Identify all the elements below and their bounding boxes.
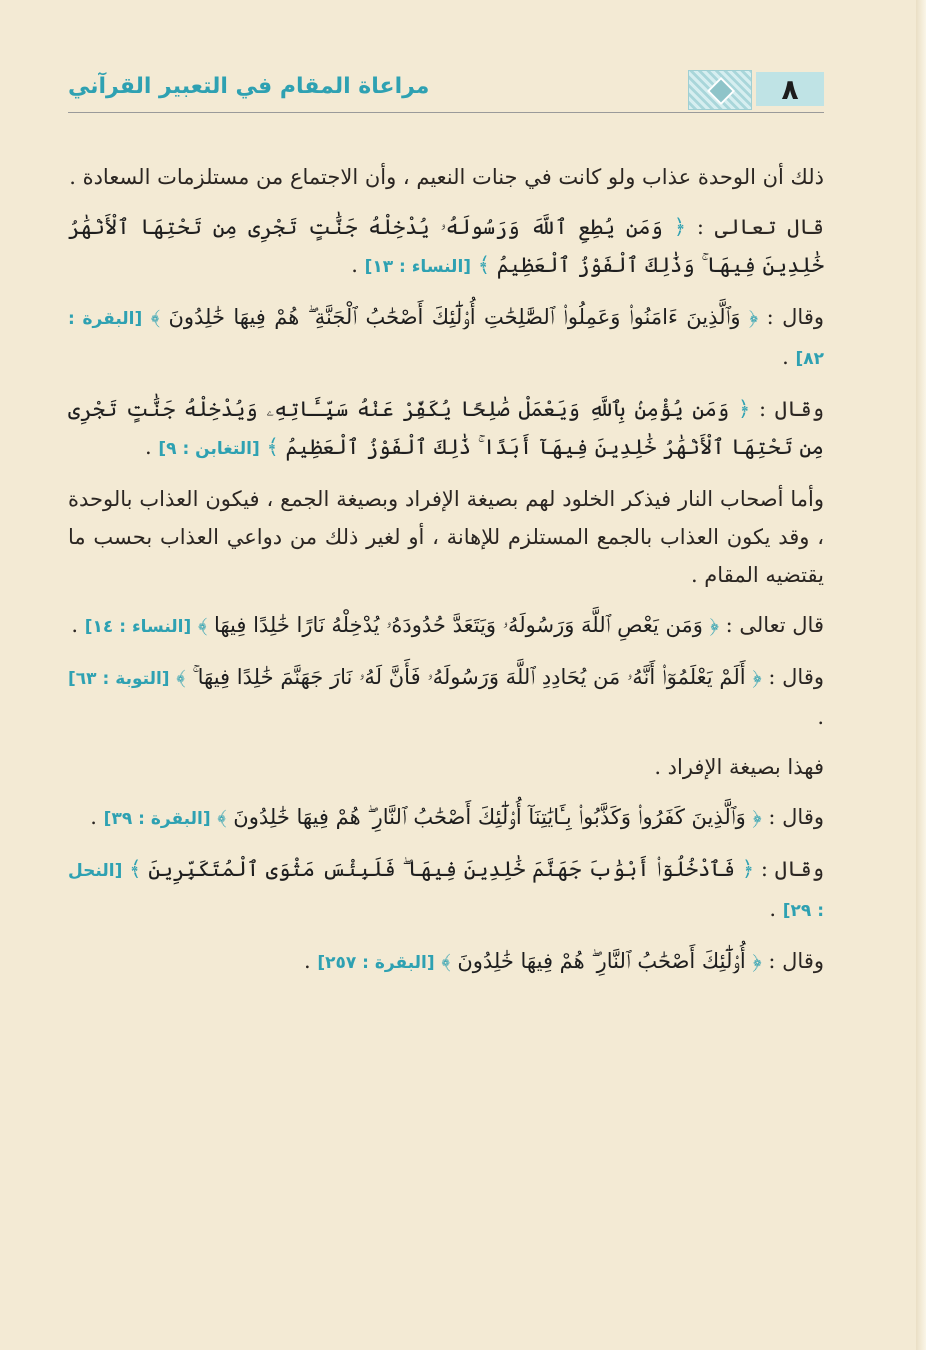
full-stop: . xyxy=(71,613,79,637)
page-body xyxy=(68,158,824,994)
ornate-bracket-close: ﴾ xyxy=(176,665,186,689)
ornate-bracket-close: ﴾ xyxy=(266,435,279,459)
verse-reference: [البقرة : ٣٩] xyxy=(103,809,211,829)
full-stop: . xyxy=(782,345,789,369)
verse-paragraph xyxy=(68,850,824,930)
page-edge xyxy=(916,0,926,1350)
paragraph: ذلك أن الوحدة عذاب ولو كانت في جنات النعيم ، وأن الاجتماع من مستلزمات السعادة . xyxy=(69,165,824,189)
verse-text: أُو۟لَٰٓئِكَ أَصْحَٰبُ ٱلنَّارِ ۖ هُمْ فِيهَا خَٰلِدُونَ xyxy=(457,949,746,973)
verse-reference: [التغابن : ٩] xyxy=(158,439,260,459)
verse-text: وَمَن يُطِعِ ٱللَّهَ وَرَسُولَهُۥ يُدْخِلْهُ جَنَّٰتٍ تَجْرِى مِن تَحْتِهَا ٱلْأَنْهَٰرُ خَٰلِدِينَ فِيهَا ۚ وَذَٰلِكَ ٱلْفَوْزُ ٱلْعَظِيمُ xyxy=(68,215,824,277)
verse-reference: [البقرة : ٢٥٧] xyxy=(317,953,435,973)
verse-paragraph xyxy=(68,606,824,646)
verse-paragraph xyxy=(68,208,824,286)
verse-intro: قال تعالى : xyxy=(696,215,824,239)
ornate-bracket-open: ﴿ xyxy=(709,613,719,637)
header-rule xyxy=(68,112,824,113)
ornate-bracket-open: ﴿ xyxy=(752,665,762,689)
page-number: ٨ xyxy=(756,72,824,106)
verse-intro: وقال : xyxy=(768,949,824,973)
verse-text: وَٱلَّذِينَ كَفَرُوا۟ وَكَذَّبُوا۟ بِـَٔايَٰتِنَآ أُو۟لَٰٓئِكَ أَصْحَٰبُ ٱلنَّارِ ۖ هُمْ فِيهَا خَٰلِدُونَ xyxy=(233,805,746,829)
verse-reference: [النساء : ١٣] xyxy=(364,257,472,277)
full-stop: . xyxy=(817,705,824,729)
full-stop: . xyxy=(351,253,358,277)
ornate-bracket-close: ﴾ xyxy=(441,949,451,973)
verse-intro: وقال : xyxy=(760,857,824,881)
full-stop: . xyxy=(769,897,777,921)
full-stop: . xyxy=(145,435,152,459)
paragraph: وأما أصحاب النار فيذكر الخلود لهم بصيغة الإفراد وبصيغة الجمع ، فيكون العذاب بالوحدة ، وقد يكون العذاب بالجمع المستلزم للإهانة ، أو لغير ذلك من دواعي العذاب بحسب ما يقتضيه المقام . xyxy=(68,487,824,587)
verse-paragraph xyxy=(68,658,824,736)
ornate-bracket-close: ﴾ xyxy=(477,253,491,277)
verse-text: أَلَمْ يَعْلَمُوٓا۟ أَنَّهُۥ مَن يُحَادِدِ ٱللَّهَ وَرَسُولَهُۥ فَأَنَّ لَهُۥ نَارَ جَهَنَّمَ خَٰلِدًا فِيهَا ۚ xyxy=(192,665,746,689)
verse-text: وَٱلَّذِينَ ءَامَنُوا۟ وَعَمِلُوا۟ ٱلصَّٰلِحَٰتِ أُو۟لَٰٓئِكَ أَصْحَٰبُ ٱلْجَنَّةِ ۖ هُمْ فِيهَا خَٰلِدُونَ xyxy=(168,305,741,329)
ornate-bracket-open: ﴿ xyxy=(737,397,751,421)
ornate-bracket-open: ﴿ xyxy=(673,215,686,239)
verse-paragraph xyxy=(68,298,824,378)
ornate-bracket-close: ﴾ xyxy=(129,857,142,881)
verse-intro: قال تعالى : xyxy=(725,613,824,637)
verse-paragraph xyxy=(68,390,824,468)
paragraph: فهذا بصيغة الإفراد . xyxy=(654,755,824,779)
full-stop: . xyxy=(303,949,311,973)
verse-text: وَمَن يُؤْمِنۢ بِٱللَّهِ وَيَعْمَلْ صَٰلِحًا يُكَفِّرْ عَنْهُ سَيِّـَٔاتِهِۦ وَيُدْخِلْهُ جَنَّٰتٍ تَجْرِى مِن تَحْتِهَا ٱلْأَنْهَٰرُ خَٰلِدِينَ فِيهَآ أَبَدًا ۚ ذَٰلِكَ ٱلْفَوْزُ ٱلْعَظِيمُ xyxy=(68,397,824,459)
ornate-bracket-open: ﴿ xyxy=(752,949,762,973)
verse-reference: [البقرة : ٨٢] xyxy=(68,309,824,369)
ornate-bracket-open: ﴿ xyxy=(741,857,755,881)
ornate-bracket-close: ﴾ xyxy=(197,613,208,637)
verse-reference: [النحل : ٢٩] xyxy=(68,861,824,921)
ornate-bracket-open: ﴿ xyxy=(752,805,762,829)
ornate-bracket-close: ﴾ xyxy=(217,805,227,829)
ornate-bracket-open: ﴿ xyxy=(748,305,759,329)
verse-intro: وقال : xyxy=(766,305,824,329)
ornate-bracket-close: ﴾ xyxy=(150,305,160,329)
verse-reference: [التوبة : ٦٣] xyxy=(68,669,170,689)
page-header xyxy=(68,68,824,114)
full-stop: . xyxy=(90,805,97,829)
ornament-icon xyxy=(688,70,752,110)
verse-text: وَمَن يَعْصِ ٱللَّهَ وَرَسُولَهُۥ وَيَتَعَدَّ حُدُودَهُۥ يُدْخِلْهُ نَارًا خَٰلِدًا فِيهَا xyxy=(213,613,703,637)
verse-paragraph xyxy=(68,942,824,982)
verse-reference: [النساء : ١٤] xyxy=(84,617,192,637)
running-title: مراعاة المقام في التعبير القرآني xyxy=(68,74,430,99)
verse-intro: وقال : xyxy=(768,805,824,829)
verse-text: فَٱدْخُلُوٓا۟ أَبْوَٰبَ جَهَنَّمَ خَٰلِدِينَ فِيهَا ۖ فَلَبِئْسَ مَثْوَى ٱلْمُتَكَبِّرِينَ xyxy=(148,857,736,881)
verse-intro: وقال : xyxy=(758,397,824,421)
verse-paragraph xyxy=(68,798,824,838)
verse-intro: وقال : xyxy=(768,665,824,689)
